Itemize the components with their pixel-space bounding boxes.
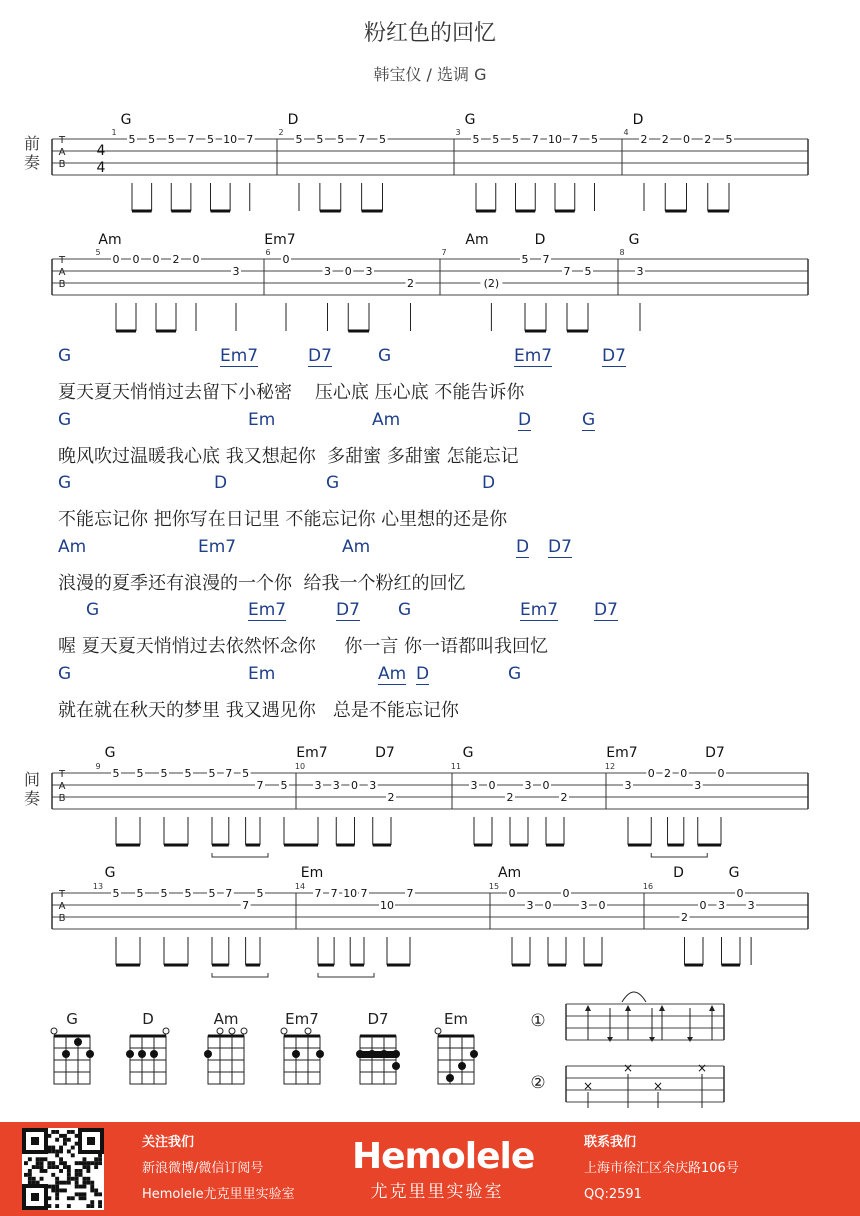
- fret-number: 7: [406, 887, 414, 900]
- chord-symbol: Em7: [606, 745, 638, 761]
- lyric-chord: D: [482, 473, 496, 493]
- fret-number: 7: [246, 133, 254, 146]
- tab-clef-letter: T: [58, 135, 66, 146]
- open-string-marker: [163, 1028, 169, 1034]
- lyric-chord: D: [516, 536, 530, 557]
- contact-qq: QQ:2591: [584, 1187, 642, 1202]
- lyric-chord: G: [508, 663, 522, 684]
- chord-diagram-label: Em: [443, 1010, 469, 1028]
- lyric-text-line: 不能忘记你 把你写在日记里 不能忘记你 心里想的还是你: [58, 509, 508, 530]
- lyric-chord: D: [214, 473, 228, 493]
- fret-number: 2: [560, 791, 568, 804]
- measure-number: 10: [294, 762, 306, 771]
- fret-number: 3: [524, 779, 532, 792]
- lyric-chord-line: [0, 410, 860, 432]
- fret-number: 5: [316, 133, 324, 146]
- measure-number: 6: [265, 248, 271, 257]
- measure-number: 16: [642, 882, 654, 891]
- strum-cross-icon: ×: [696, 1061, 708, 1075]
- open-string-marker: [305, 1028, 311, 1034]
- chord-diagram-label: D: [142, 1010, 154, 1028]
- chord-dot: [380, 1050, 388, 1058]
- lyric-chord: Em7: [248, 600, 287, 620]
- footer-banner: [0, 1122, 860, 1216]
- lyric-text-line: 就在就在秋天的梦里 我又遇见你 总是不能忘记你: [58, 699, 459, 721]
- lyric-chord: G: [58, 346, 72, 366]
- fret-number: 5: [256, 887, 264, 900]
- fret-number: 5: [136, 887, 144, 900]
- strum-arrow: [659, 1005, 665, 1011]
- chord-dot: [292, 1050, 300, 1058]
- chord-dot: [86, 1050, 94, 1058]
- chord-diagram-label: G: [66, 1010, 78, 1028]
- fret-number: 5: [512, 133, 519, 146]
- lyric-chord: G: [378, 346, 392, 366]
- chord-dot: [446, 1074, 454, 1082]
- strum-cross-icon: ×: [622, 1061, 634, 1075]
- lyric-chord: G: [58, 473, 72, 493]
- fret-number: 5: [584, 265, 592, 278]
- triplet-bracket: [318, 973, 374, 977]
- fret-number: 0: [647, 767, 655, 780]
- strum-arrow: [625, 1005, 631, 1011]
- measure-number: 12: [604, 762, 616, 771]
- chord-symbol: G: [628, 232, 640, 248]
- lyric-chord: Am: [378, 663, 407, 684]
- fret-number: 5: [295, 133, 303, 146]
- fret-number: 0: [683, 133, 690, 146]
- fret-number: 0: [680, 767, 688, 780]
- chord-diagram-label: Em7: [285, 1010, 319, 1028]
- chord-symbol: Em: [300, 865, 324, 881]
- chord-symbol: G: [464, 112, 476, 128]
- fret-number: 3: [718, 899, 725, 912]
- strum-cross-icon: ×: [652, 1079, 664, 1093]
- measure-number: 7: [441, 248, 447, 257]
- chord-symbol: D: [673, 865, 684, 881]
- open-string-marker: [217, 1028, 223, 1034]
- fret-number: 5: [208, 887, 216, 900]
- section-label-intro: 前奏: [24, 134, 41, 172]
- fret-number: 0: [717, 767, 725, 780]
- fret-number: 0: [544, 899, 552, 912]
- fret-number: 3: [747, 899, 755, 912]
- lyric-text-line: 夏天夏天悄悄过去留下小秘密 压心底 压心底 不能告诉你: [58, 382, 525, 403]
- tab-clef-letter: B: [58, 279, 66, 290]
- chord-dot: [470, 1050, 478, 1058]
- lyric-chord: G: [58, 663, 72, 684]
- fret-number: 7: [242, 899, 250, 912]
- lyric-chord: Em7: [220, 346, 259, 366]
- chord-dot: [368, 1050, 376, 1058]
- fret-number: 3: [365, 265, 373, 278]
- chord-dot: [204, 1050, 212, 1058]
- chord-symbol: Am: [98, 232, 122, 248]
- open-string-marker: [281, 1028, 287, 1034]
- fret-number: 10: [343, 887, 358, 900]
- fret-number: 3: [636, 265, 644, 278]
- section-label-interlude: 间奏: [24, 770, 41, 808]
- fret-number: 2: [640, 133, 648, 146]
- fret-number: 5: [337, 133, 345, 146]
- lyric-chord: G: [86, 600, 100, 620]
- follow-line1: 新浪微博/微信订阅号: [142, 1161, 264, 1176]
- tab-clef-letter: A: [58, 901, 66, 912]
- page-title: 粉红色的回忆: [363, 21, 496, 46]
- lyric-chord: Em7: [520, 600, 559, 620]
- lyric-text-line: 浪漫的夏季还有浪漫的一个你 给我一个粉红的回忆: [58, 572, 466, 594]
- lyric-chord: Em: [248, 663, 276, 684]
- lyric-chord-line: [0, 346, 860, 368]
- lyric-text-line: 喔 夏天夏天悄悄过去依然怀念你 你一言 你一语都叫我回忆: [58, 636, 549, 657]
- lyric-chord: G: [398, 600, 412, 620]
- chord-symbol: Am: [465, 232, 489, 248]
- lyric-chord: G: [58, 409, 72, 430]
- fret-number: 0: [562, 887, 570, 900]
- fret-number: 2: [664, 767, 672, 780]
- chord-symbol: G: [104, 745, 116, 761]
- lyric-chord-line: [0, 473, 860, 495]
- lyric-chord: Em: [248, 409, 276, 430]
- chord-symbol: G: [728, 865, 740, 881]
- fret-number: 5: [207, 133, 214, 146]
- lyric-chord: D7: [594, 600, 618, 620]
- chord-symbol: D7: [705, 745, 725, 761]
- open-string-marker: [51, 1028, 57, 1034]
- lyric-chord: G: [582, 409, 596, 430]
- chord-dot: [74, 1038, 82, 1046]
- fret-number: 5: [492, 133, 500, 146]
- lyric-chord: D7: [336, 600, 360, 620]
- fret-number: 0: [112, 253, 120, 266]
- contact-address: 上海市徐汇区余庆路106号: [584, 1161, 739, 1176]
- lyric-chord-line: [0, 537, 860, 559]
- fret-number: 3: [324, 265, 331, 278]
- fret-number: 0: [192, 253, 200, 266]
- pattern-label: ①: [530, 1011, 546, 1031]
- chord-dot: [392, 1050, 400, 1058]
- fret-number: 0: [598, 899, 606, 912]
- triplet-bracket: [212, 853, 268, 857]
- fret-number: 3: [369, 779, 377, 792]
- fret-number: 5: [184, 767, 192, 780]
- fret-number: 5: [160, 767, 168, 780]
- brand-subtitle: 尤克里里实验室: [370, 1182, 504, 1202]
- fret-number: 5: [379, 133, 386, 146]
- chord-dot: [62, 1050, 70, 1058]
- fret-number: 7: [225, 887, 233, 900]
- fret-number: 3: [526, 899, 534, 912]
- measure-number: 3: [455, 128, 461, 137]
- contact-title: 联系我们: [584, 1135, 637, 1150]
- strum-arrow: [585, 1005, 591, 1011]
- fret-number: 0: [351, 779, 358, 792]
- chord-symbol: D: [632, 112, 644, 128]
- fret-number: 0: [282, 253, 290, 266]
- tab-clef-letter: T: [58, 769, 66, 780]
- fret-number: 7: [330, 887, 338, 900]
- tab-clef-letter: A: [58, 147, 66, 158]
- measure-number: 13: [92, 882, 104, 891]
- triplet-bracket: [651, 853, 707, 857]
- lyric-chord: Em7: [514, 346, 553, 366]
- fret-number: 0: [152, 253, 160, 266]
- qr-code-icon[interactable]: [22, 1128, 104, 1210]
- chord-symbol: D: [534, 232, 546, 248]
- fret-number: 2: [506, 791, 514, 804]
- fret-number: 2: [387, 791, 395, 804]
- fret-number: 3: [232, 265, 240, 278]
- open-string-marker: [435, 1028, 441, 1034]
- pattern-label: ②: [530, 1073, 546, 1093]
- fret-number: 5: [725, 133, 733, 146]
- chord-dot: [126, 1050, 134, 1058]
- fret-number: 0: [736, 887, 744, 900]
- fret-number: 7: [531, 133, 539, 146]
- fret-number: 3: [694, 779, 702, 792]
- fret-number: 2: [661, 133, 669, 146]
- fret-number: 5: [136, 767, 144, 780]
- lyric-chord-line: [0, 600, 860, 622]
- tie-arc: [622, 992, 646, 1002]
- fret-number: 3: [314, 779, 322, 792]
- fret-number: 3: [580, 899, 588, 912]
- lyric-text-line: 晚风吹过温暖我心底 我又想起你 多甜蜜 多甜蜜 怎能忘记: [58, 445, 519, 467]
- fret-number: 7: [571, 133, 579, 146]
- fret-number: 7: [314, 887, 322, 900]
- tab-clef-letter: B: [58, 793, 66, 804]
- lyric-chord: Am: [372, 409, 401, 430]
- fret-number: 10: [380, 899, 394, 912]
- triplet-bracket: [212, 973, 268, 977]
- measure-number: 5: [95, 248, 101, 257]
- open-string-marker: [241, 1028, 247, 1034]
- tab-clef-letter: B: [58, 913, 66, 924]
- fret-number: 5: [148, 133, 156, 146]
- lyric-chord: Em7: [198, 536, 237, 557]
- chord-dot: [392, 1062, 400, 1070]
- fret-number: 7: [358, 133, 366, 146]
- lyric-chord-line: [0, 664, 860, 686]
- fret-number: 5: [160, 887, 168, 900]
- fret-number: 5: [521, 253, 529, 266]
- fret-number: 7: [256, 779, 264, 792]
- fret-number: 7: [563, 265, 571, 278]
- chord-symbol: G: [462, 745, 474, 761]
- chord-dot: [150, 1050, 158, 1058]
- fret-number: 5: [472, 133, 480, 146]
- measure-number: 8: [619, 248, 625, 257]
- fret-number: 5: [184, 887, 192, 900]
- fret-number: 5: [167, 133, 175, 146]
- lyric-chord: G: [326, 473, 340, 493]
- fret-number: 2: [681, 911, 688, 924]
- fret-number: 7: [360, 887, 368, 900]
- follow-line2: Hemolele尤克里里实验室: [142, 1187, 295, 1202]
- fret-number: 0: [542, 779, 550, 792]
- measure-number: 14: [294, 882, 306, 891]
- lyric-chord: D7: [308, 346, 332, 366]
- open-string-marker: [229, 1028, 235, 1034]
- lyric-chord: Am: [342, 536, 371, 557]
- chord-symbol: G: [120, 112, 132, 128]
- lyric-chord: Am: [58, 536, 87, 557]
- chord-dot: [356, 1050, 364, 1058]
- fret-number: 5: [242, 767, 250, 780]
- fret-number: 0: [344, 265, 352, 278]
- measure-number: 1: [111, 128, 117, 137]
- brand-name: Hemolele: [352, 1136, 535, 1177]
- measure-number: 4: [623, 128, 629, 137]
- chord-dot: [458, 1062, 466, 1070]
- fret-number: 5: [112, 767, 120, 780]
- tab-clef-letter: A: [58, 781, 66, 792]
- chord-symbol: Em7: [296, 745, 328, 761]
- measure-number: 15: [488, 882, 500, 891]
- fret-number: 2: [704, 133, 712, 146]
- fret-number: 7: [187, 133, 195, 146]
- fret-number: 2: [172, 253, 180, 266]
- chord-dot: [138, 1050, 146, 1058]
- fret-number: 0: [699, 899, 707, 912]
- fret-number: 10: [223, 133, 238, 146]
- chord-symbol: G: [104, 865, 116, 881]
- measure-number: 11: [450, 762, 462, 771]
- chord-diagram-label: D7: [367, 1010, 389, 1028]
- lyric-chord: D: [518, 409, 532, 430]
- chord-symbol: Am: [497, 865, 522, 881]
- chord-symbol: D: [287, 112, 299, 128]
- fret-number: 2: [407, 277, 414, 290]
- page-subtitle: 韩宝仪 / 选调 G: [373, 65, 487, 84]
- chord-symbol: Em7: [264, 232, 296, 248]
- fret-number: 3: [470, 779, 478, 792]
- lyric-chord: D7: [602, 346, 626, 366]
- strum-cross-icon: ×: [582, 1079, 594, 1093]
- measure-number: 2: [278, 128, 284, 137]
- lyric-chord: D7: [548, 536, 572, 557]
- fret-number: 10: [548, 133, 562, 146]
- chord-symbol: D7: [375, 745, 395, 761]
- tab-clef-letter: T: [58, 889, 66, 900]
- fret-number: 0: [132, 253, 140, 266]
- tab-clef-letter: A: [58, 267, 66, 278]
- fret-number: 0: [508, 887, 516, 900]
- chord-diagram-label: Am: [213, 1010, 239, 1028]
- chord-dot: [316, 1050, 324, 1058]
- fret-number: 5: [128, 133, 136, 146]
- fret-number: 5: [112, 887, 120, 900]
- fret-number: 3: [332, 779, 340, 792]
- lyric-chord: D: [416, 663, 430, 684]
- fret-number: 5: [280, 779, 288, 792]
- fret-number: (2): [483, 277, 500, 290]
- time-sig-top: 4: [96, 143, 106, 159]
- fret-number: 7: [225, 767, 233, 780]
- strum-arrow: [709, 1005, 715, 1011]
- brand-logo: [352, 1136, 535, 1202]
- fret-number: 0: [488, 779, 496, 792]
- fret-number: 3: [624, 779, 632, 792]
- measure-number: 9: [95, 762, 101, 771]
- time-sig-bottom: 4: [96, 160, 106, 176]
- follow-title: 关注我们: [142, 1135, 195, 1150]
- tab-clef-letter: B: [58, 159, 66, 170]
- fret-number: 5: [208, 767, 216, 780]
- fret-number: 5: [591, 133, 598, 146]
- tab-clef-letter: T: [58, 255, 66, 266]
- fret-number: 7: [542, 253, 550, 266]
